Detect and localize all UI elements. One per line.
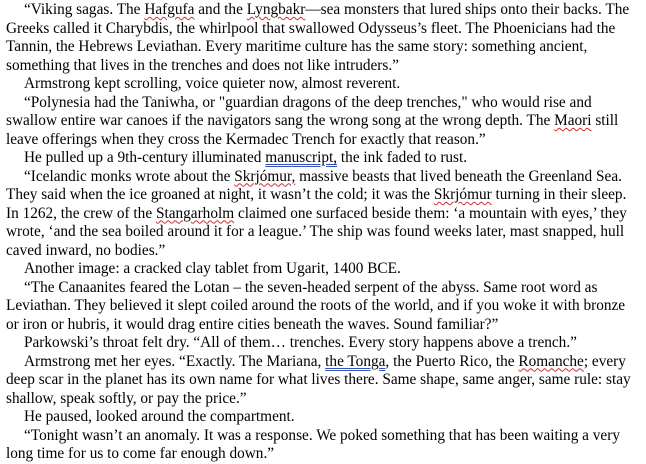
text-run: Another image: a cracked clay tablet from Ugarit, 1400 BCE.	[24, 260, 401, 277]
text-run: Armstrong kept scrolling, voice quieter now, almost reverent.	[24, 75, 401, 92]
text-run: “Viking sagas. The	[24, 1, 145, 18]
paragraph	[6, 260, 636, 279]
paragraph	[6, 408, 636, 427]
paragraph	[6, 334, 636, 353]
document-body[interactable]	[6, 1, 636, 464]
spelling-flagged-word: Lyngbakr	[246, 1, 306, 18]
paragraph	[6, 75, 636, 94]
text-run: “The Canaanites feared the Lotan – the seven-headed serpent of the abyss. Same root word as Leviathan. They believed it slept coiled around the roots of the world, and if you woke it with bronze or iron or hubris, it would drag entire cities beneath the waves. Sound familiar?”	[6, 278, 626, 333]
spelling-flagged-word: Romanche	[518, 352, 584, 370]
text-run: Armstrong met her eyes. “Exactly. The Mariana,	[24, 352, 326, 370]
text-run: claimed one surfaced beside them: ‘a mountain with eyes,’ they wrote, ‘and the sea boiled around it for a league.’ The ship was found weeks later, mast snapped, hull caved inward, no bodies.”	[6, 204, 627, 259]
paragraph	[6, 168, 636, 261]
paragraph	[6, 427, 636, 464]
text-run: He paused, looked around the compartment.	[24, 408, 295, 425]
text-run: , the Puerto Rico, the	[385, 352, 519, 370]
paragraph	[6, 279, 636, 335]
text-run: massive beasts that lived beneath the Greenland Sea. They said when the ice groaned at night, it wasn’t the cold; it was the	[6, 167, 622, 203]
spelling-flagged-word: Skrjómur	[433, 186, 492, 203]
spelling-flagged-word: Hafgufa	[144, 1, 195, 18]
spelling-flagged-word: Stangarholm	[155, 204, 235, 222]
spelling-flagged-word: Skrjómur,	[234, 167, 296, 185]
text-run: the ink faded to rust.	[337, 149, 468, 166]
paragraph	[6, 353, 636, 409]
text-run: “Tonight wasn’t an anomaly. It was a response. We poked something that has been waiting a very long time for us to come far enough down.”	[6, 426, 620, 462]
grammar-flagged-text: manuscript,	[265, 149, 338, 166]
text-run: Parkowski’s throat felt dry. “All of them… trenches. Every story happens above a trench.”	[24, 334, 577, 351]
text-run: —sea monsters that lured ships onto their backs. The Greeks called it Charybdis, the whirlpool that swallowed Odysseus’s fleet. The Phoenicians had the Tannin, the Hebrews Leviathan. Every maritime culture has the same story: something ancient, something that lives in the trenches and does not like intruders.”	[6, 1, 630, 74]
text-run: “Polynesia had the Taniwha, or "guardian dragons of the deep trenches," who would rise and swallow entire war canoes if the navigators sang the wrong song at the wrong depth. The	[6, 93, 592, 129]
text-run: “Icelandic monks wrote about the	[24, 167, 235, 185]
text-run: He pulled up a 9th-century illuminated	[24, 149, 266, 166]
text-run: ; every deep scar in the planet has its own name for what lives there. Same shape, same anger, same rule: stay shallow, speak softly, or pay the price.”	[6, 352, 631, 407]
paragraph	[6, 94, 636, 150]
text-run: and the	[194, 1, 247, 18]
text-run: still leave offerings when they cross the Kermadec Trench for exactly that reason.”	[6, 112, 619, 148]
spelling-flagged-word: Maori	[554, 112, 592, 129]
grammar-flagged-text: the Tonga	[325, 352, 386, 370]
paragraph	[6, 1, 636, 75]
text-run: turning in their sleep. In 1262, the crew of the	[6, 186, 627, 222]
paragraph	[6, 149, 636, 168]
